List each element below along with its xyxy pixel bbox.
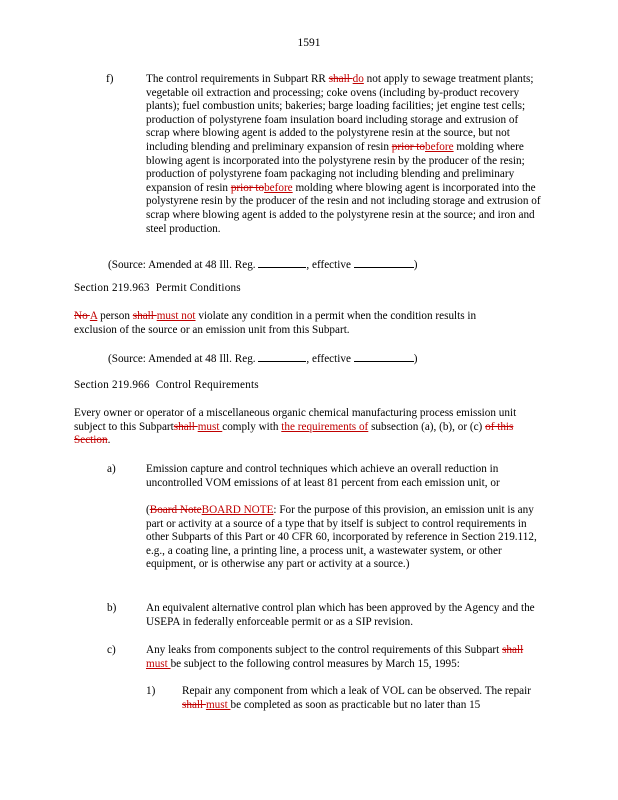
blank-line xyxy=(354,257,414,268)
item-c1-text: Repair any component from which a leak of VOL can be observed. The repair shall must be completed as soon as practicable but no later than 15 xyxy=(182,685,531,711)
item-f-label: f) xyxy=(106,73,114,85)
item-c-text: Any leaks from components subject to the control requirements of this Subpart shall must be subject to the following control measures by March 15, 1995: xyxy=(146,644,524,670)
deleted-text: of this Section xyxy=(74,420,514,447)
item-c-label: c) xyxy=(107,644,116,656)
board-note: (Board NoteBOARD NOTE: For the purpose of this provision, an emission unit is any part or activity at a source of a type that by itself is subject to control requirements in other Subparts of this Part or 40 CFR 60, incorporated by reference in Section 219.112, e.g., a coating line, a printing line, a process unit, a wastewater system, or other equipment, or is otherwise any part or activity at a source.) xyxy=(146,504,537,571)
item-c1-label: 1) xyxy=(146,685,156,697)
inserted-text: BOARD NOTE xyxy=(201,504,274,516)
item-b-label: b) xyxy=(107,602,117,614)
inserted-text: must xyxy=(197,420,223,433)
source-note: (Source: Amended at 48 Ill. Reg. , effective ) xyxy=(108,259,418,271)
blank-line xyxy=(258,257,306,268)
item-a-text: Emission capture and control techniques which achieve an overall reduction in uncontrolled VOM emissions of at least 81 percent from each emission unit, or xyxy=(146,463,500,489)
deleted-text: No xyxy=(74,310,90,322)
deleted-text: shall xyxy=(328,73,353,85)
inserted-text: must not xyxy=(156,310,196,322)
deleted-text: Board Note xyxy=(149,504,202,516)
blank-line xyxy=(258,351,306,362)
item-b-text: An equivalent alternative control plan which has been approved by the Agency and the USEPA in federally enforceable permit or as a SIP revision. xyxy=(146,602,535,628)
inserted-text: do xyxy=(352,73,364,85)
deleted-text: prior to xyxy=(391,140,426,153)
deleted-text: shall xyxy=(132,310,157,322)
inserted-text: must xyxy=(205,698,231,711)
deleted-text: shall xyxy=(502,644,524,656)
deleted-text: shall xyxy=(182,698,206,711)
item-f-text: The control requirements in Subpart RR shall do not apply to sewage treatment plants; vegetable oil extraction and processing; coke ovens (including by-product recovery plants); fuel combustion units; bakeries; barge loading facilities; jet engine test cells; production of polystyrene foam insulation board including storage and extrusion of scrap where blowing agent is added to the polystyrene resin at the source, but not including blending and preliminary expansion of resin prior tobefore molding where blowing agent is incorporated into the polystyrene resin by the producer of the resin; production of polystyrene foam packaging not including blending and preliminary expansion of resin prior tobefore molding where blowing agent is incorporated into the polystyrene resin by the producer of the resin and not including storage and extrusion of scrap where blowing agent is added to the polystyrene resin at the source; and iron and steel production. xyxy=(146,73,541,235)
inserted-text: before xyxy=(264,181,293,194)
section-heading: Section 219.966 Control Requirements xyxy=(74,379,259,391)
inserted-text: the requirements of xyxy=(281,420,369,433)
deleted-text: prior to xyxy=(230,181,265,194)
inserted-text: before xyxy=(425,140,454,153)
page-number: 1591 xyxy=(297,37,321,49)
inserted-text: A xyxy=(89,310,98,322)
deleted-text: shall xyxy=(173,420,198,433)
section-966-text: Every owner or operator of a miscellaneous organic chemical manufacturing process emission unit subject to this Subpartshall must comply with the requirements of subsection (a), (b), or (c) of this Section. xyxy=(74,407,517,447)
source-note: (Source: Amended at 48 Ill. Reg. , effective ) xyxy=(108,353,418,365)
inserted-text: must xyxy=(146,657,171,670)
section-heading: Section 219.963 Permit Conditions xyxy=(74,282,241,294)
section-963-text: No A person shall must not violate any condition in a permit when the condition results in exclusion of the source or an emission unit from this Subpart. xyxy=(74,310,477,336)
item-a-label: a) xyxy=(107,463,116,475)
blank-line xyxy=(354,351,414,362)
